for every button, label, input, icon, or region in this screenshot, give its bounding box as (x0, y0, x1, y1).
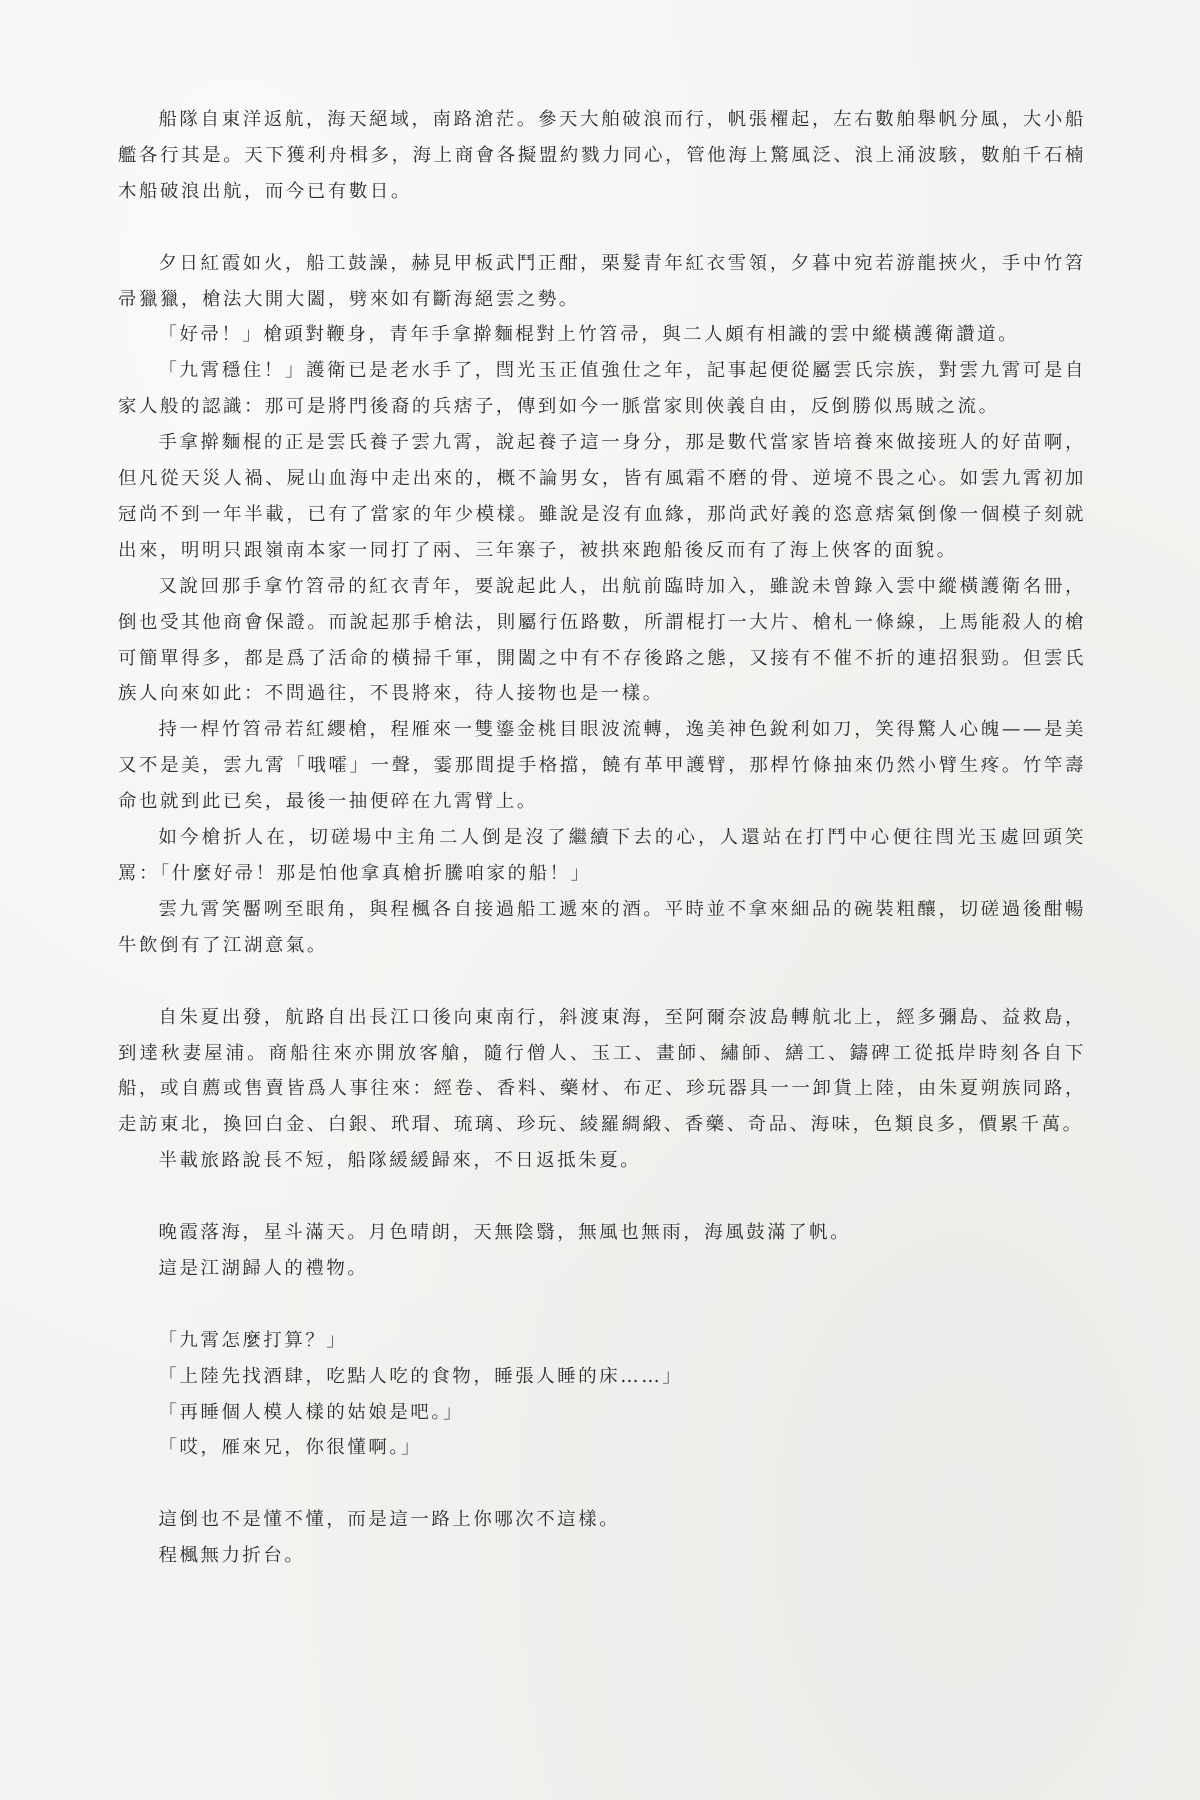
dialogue-line: 「九霄怎麼打算？」 (158, 1329, 348, 1351)
dialogue-line: 「上陸先找酒肆，吃點人吃的食物，睡張人睡的床……」 (158, 1365, 684, 1387)
paragraph: 又說回那手拿竹笤帚的紅衣青年，要說起此人，出航前臨時加入，雖說未曾錄入雲中縱橫護衛名冊，倒也受其他商會保證。而說起那手槍法，則屬行伍路數，所謂棍打一大片、槍札一條線，上馬能殺人的槍可簡單得多，都是爲了活命的橫掃千軍，開闔之中有不存後路之態，又接有不催不折的連招狠勁。但雲氏族人向來如此：不問過往，不畏將來，待人接物也是一樣。 (118, 575, 1086, 705)
blank-line (118, 1466, 1086, 1502)
paragraph: 程楓無力折台。 (158, 1545, 306, 1567)
paragraph: 手拿擀麵棍的正是雲氏養子雲九霄，說起養子這一身分，那是數代當家皆培養來做接班人的好苗啊，但凡從天災人禍、屍山血海中走出來的，概不論男女，皆有風霜不磨的骨、逆境不畏之心。如雲九霄初加冠尚不到一年半載，已有了當家的年少模樣。雖說是沒有血緣，那尚武好義的恣意痞氣倒像一個模子刻就出來，明明只跟嶺南本家一同打了兩、三年寨子，被拱來跑船後反而有了海上俠客的面貌。 (118, 432, 1086, 561)
dialogue-line: 「哎，雁來兄，你很懂啊。」 (158, 1437, 423, 1459)
paragraph: 雲九霄笑靨咧至眼角，與程楓各自接過船工遞來的酒。平時並不拿來細品的碗裝粗釀，切磋過後酣暢牛飲倒有了江湖意氣。 (118, 898, 1086, 956)
paragraph: 這是江湖歸人的禮物。 (158, 1257, 369, 1279)
blank-line (118, 964, 1086, 1000)
blank-line (118, 1179, 1086, 1215)
paragraph: 自朱夏出發，航路自出長江口後向東南行，斜渡東海，至阿爾奈波島轉航北上，經多彌島、益救島，到達秋妻屋浦。商船往來亦開放客艙，隨行僧人、玉工、畫師、繡師、繕工、鑄碑工從抵岸時刻各自下船，或自薦或售賣皆爲人事往來：經卷、香料、藥材、布疋、珍玩器具一一卸貨上陸，由朱夏朔族同路，走訪東北，換回白金、白銀、玳瑁、琉璃、珍玩、綾羅綢緞、香藥、奇品、海味，色類良多，價累千萬。 (118, 1006, 1086, 1136)
paragraph: 晚霞落海，星斗滿天。月色晴朗，天無陰翳，無風也無雨，海風鼓滿了帆。 (158, 1222, 852, 1244)
paragraph: 半載旅路說長不短，船隊緩緩歸來，不日返抵朱夏。 (158, 1150, 642, 1172)
paragraph: 船隊自東洋返航，海天絕域，南路滄茫。參天大舶破浪而行，帆張櫂起，左右數舶舉帆分風，大小船艦各行其是。天下獲利舟楫多，海上商會各擬盟約戮力同心，管他海上驚風泛、浪上涌波駭，數舶千石楠木船破浪出航，而今已有數日。 (118, 109, 1086, 202)
paragraph: 這倒也不是懂不懂，而是這一路上你哪次不這樣。 (158, 1509, 621, 1531)
dialogue-line: 「再睡個人模人樣的姑娘是吧。」 (158, 1401, 465, 1423)
paragraph: 「九霄穩住！」護衛已是老水手了，閆光玉正值強仕之年，記事起便從屬雲氏宗族，對雲九霄可是自家人般的認識：那可是將門後裔的兵痞子，傳到如今一脈當家則俠義自由，反倒勝似馬賊之流。 (118, 360, 1086, 418)
paragraph: 持一桿竹笤帚若紅纓槍，程雁來一雙鎏金桃目眼波流轉，逸美神色銳利如刀，笑得驚人心魄——是美又不是美，雲九霄「哦嚯」一聲，霎那間提手格擋，饒有革甲護臂，那桿竹條抽來仍然小臂生疼。竹竿壽命也就到此已矣，最後一抽便碎在九霄臂上。 (118, 719, 1086, 813)
blank-line (118, 210, 1086, 246)
paragraph: 如今槍折人在，切磋場中主角二人倒是沒了繼續下去的心，人還站在打鬥中心便往閆光玉處回頭笑罵：「什麼好帚！那是怕他拿真槍折騰咱家的船！」 (118, 827, 1086, 885)
document-page (118, 102, 1086, 1574)
paragraph: 夕日紅霞如火，船工鼓譟，赫見甲板武鬥正酣，栗髮青年紅衣雪領，夕暮中宛若游龍挾火，手中竹笤帚獵獵，槍法大開大闔，劈來如有斷海絕雲之勢。 (118, 252, 1086, 310)
blank-line (118, 1287, 1086, 1323)
paragraph: 「好帚！」槍頭對鞭身，青年手拿擀麵棍對上竹笤帚，與二人頗有相識的雲中縱橫護衛讚道。 (158, 324, 1020, 346)
